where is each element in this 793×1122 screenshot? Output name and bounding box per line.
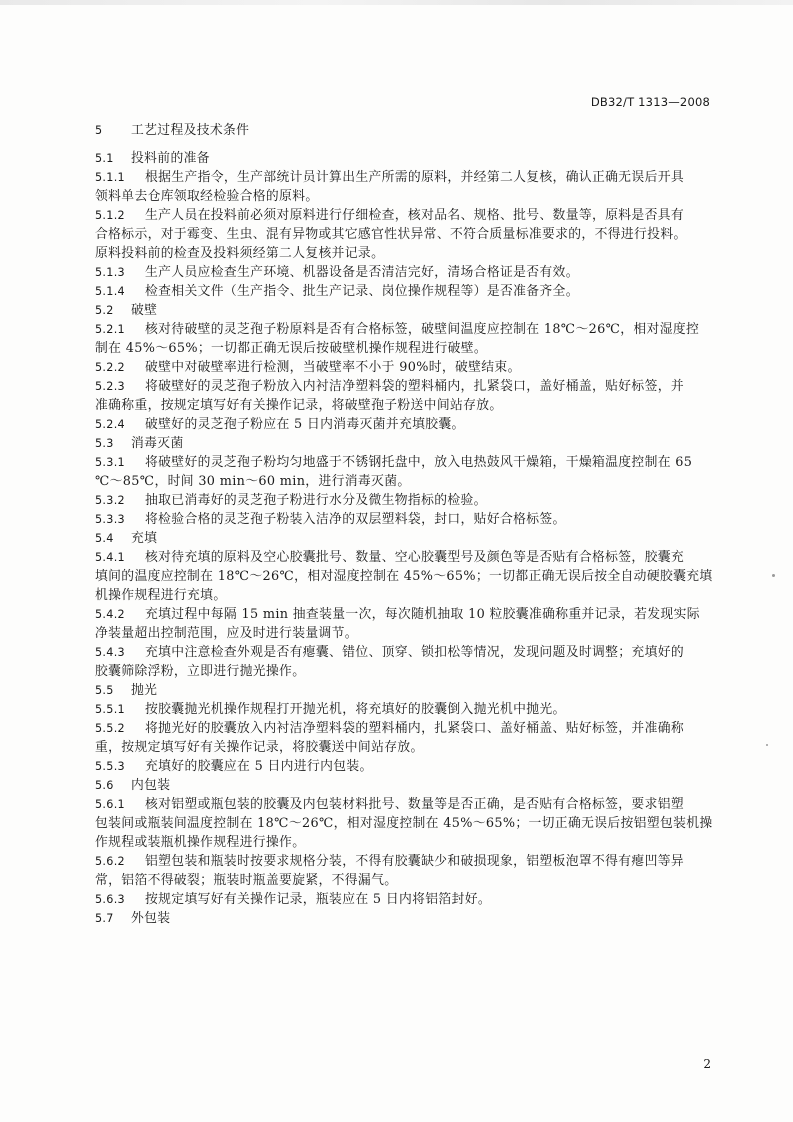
text-line: [95, 624, 710, 643]
clause-text: 领料单去仓库领取经检验合格的原料。: [95, 189, 319, 204]
clause-text: 抛光: [131, 683, 158, 698]
clause-text: 内包装: [131, 778, 171, 793]
clause-number: 5.1.4: [95, 285, 125, 298]
clause-number: 5.2.1: [95, 323, 125, 336]
clause-number: 5.1.1: [95, 171, 125, 184]
clause-text: 净装量超出控制范围，应及时进行装量调节。: [95, 626, 358, 641]
document-code: DB32/T 1313—2008: [590, 95, 710, 109]
clause-number: 5.4.3: [95, 646, 125, 659]
clause-line: [95, 757, 710, 776]
clause-text: 生产人员应检查生产环境、机器设备是否清洁完好，清场合格证是否有效。: [145, 265, 579, 280]
clause-line: [95, 510, 710, 529]
clause-line: [95, 605, 710, 624]
clause-number: 5.5: [95, 684, 114, 697]
clause-text: 消毒灭菌: [131, 436, 184, 451]
clause-line: [95, 548, 710, 567]
text-line: [95, 833, 710, 852]
clause-text: 检查相关文件（生产指令、批生产记录、岗位操作规程等）是否准备齐全。: [145, 284, 579, 299]
clause-line: [95, 643, 710, 662]
clause-line: [95, 121, 710, 140]
clause-line: [95, 377, 710, 396]
clause-number: 5.6.1: [95, 798, 125, 811]
clause-number: 5.1.3: [95, 266, 125, 279]
clause-number: 5.4.2: [95, 608, 125, 621]
clause-number: 5.6.2: [95, 855, 125, 868]
text-line: [95, 738, 710, 757]
text-line: [95, 187, 710, 206]
clause-number: 5.4: [95, 532, 114, 545]
clause-number: 5.5.2: [95, 722, 125, 735]
clause-text: 破壁: [131, 303, 158, 318]
clause-number: 5.1.2: [95, 209, 125, 222]
clause-text: 胶囊筛除浮粉，立即进行抛光操作。: [95, 664, 306, 679]
clause-text: 合格标示，对于霉变、生虫、混有异物或其它感官性状异常、不符合质量标准要求的，不得进行投料。: [95, 227, 687, 242]
clause-line: [95, 301, 710, 320]
clause-line: [95, 453, 710, 472]
text-line: [95, 814, 713, 833]
clause-line: [95, 358, 710, 377]
clause-text: 外包装: [131, 911, 171, 926]
text-line: [95, 396, 710, 415]
clause-text: 按规定填写好有关操作记录，瓶装应在 5 日内将铝箔封好。: [145, 892, 491, 907]
clause-text: 充填: [131, 531, 158, 546]
clause-text: 铝塑包装和瓶装时按要求规格分装，不得有胶囊缺少和破损现象，铝塑板泡罩不得有瘪凹等异: [145, 854, 685, 869]
clause-text: 工艺过程及技术条件: [131, 123, 250, 138]
clause-number: 5.7: [95, 912, 114, 925]
clause-text: 将破壁好的灵芝孢子粉均匀地盛于不锈钢托盘中，放入电热鼓风干燥箱，干燥箱温度控制在 65: [145, 455, 693, 470]
clause-number: 5.2: [95, 304, 114, 317]
clause-number: 5.5.3: [95, 760, 125, 773]
clause-text: 充填过程中每隔 15 min 抽查装量一次，每次随机抽取 10 粒胶囊准确称重并记录，若发现实际: [145, 607, 700, 622]
clause-text: 制在 45%～65%；一切都正确无误后按破壁机操作规程进行破壁。: [95, 341, 488, 356]
paragraph-gap: [95, 140, 710, 149]
clause-text: 将抛光好的胶囊放入内衬洁净塑料袋的塑料桶内，扎紧袋口、盖好桶盖、贴好标签，并准确称: [145, 721, 685, 736]
clause-text: 投料前的准备: [131, 151, 210, 166]
clause-text: 机操作规程进行充填。: [95, 588, 227, 603]
clause-text: 原料投料前的检查及投料须经第二人复核并记录。: [95, 246, 385, 261]
clause-text: 准确称重，按规定填写好有关操作记录，将破壁孢子粉送中间站存放。: [95, 398, 503, 413]
clause-line: [95, 206, 710, 225]
clause-line: [95, 852, 710, 871]
clause-line: [95, 415, 710, 434]
clause-line: [95, 263, 710, 282]
clause-text: 充填中注意检查外观是否有瘪囊、错位、顶穿、锁扣松等情况，发现问题及时调整；充填好的: [145, 645, 685, 660]
clause-text: 核对待破壁的灵芝孢子粉原料是否有合格标签，破壁间温度应控制在 18℃～26℃，相对湿度控: [145, 322, 700, 337]
clause-text: 按胶囊抛光机操作规程打开抛光机，将充填好的胶囊倒入抛光机中抛光。: [145, 702, 566, 717]
clause-number: 5.2.2: [95, 361, 125, 374]
scan-speck: [772, 574, 775, 577]
clause-number: 5.2.4: [95, 418, 125, 431]
clause-number: 5.4.1: [95, 551, 125, 564]
clause-text: 常，铝箔不得破裂；瓶装时瓶盖要旋紧，不得漏气。: [95, 873, 398, 888]
clause-text: 破壁中对破壁率进行检测，当破壁率不小于 90%时，破壁结束。: [145, 360, 521, 375]
text-line: [95, 567, 713, 586]
clause-number: 5.3.3: [95, 513, 125, 526]
clause-line: [95, 795, 710, 814]
clause-text: 抽取已消毒好的灵芝孢子粉进行水分及微生物指标的检验。: [145, 493, 487, 508]
clause-text: 充填好的胶囊应在 5 日内进行内包装。: [145, 759, 373, 774]
clause-text: 核对待充填的原料及空心胶囊批号、数量、空心胶囊型号及颜色等是否贴有合格标签，胶囊充: [145, 550, 685, 565]
clause-text: 重，按规定填写好有关操作记录，将胶囊送中间站存放。: [95, 740, 424, 755]
clause-text: 将检验合格的灵芝孢子粉装入洁净的双层塑料袋，封口，贴好合格标签。: [145, 512, 566, 527]
clause-line: [95, 700, 710, 719]
clause-number: 5.3.1: [95, 456, 125, 469]
clause-line: [95, 320, 710, 339]
text-line: [95, 586, 710, 605]
clause-line: [95, 776, 710, 795]
clause-text: ℃～85℃，时间 30 min～60 min，进行消毒灭菌。: [95, 474, 411, 489]
text-line: [95, 871, 710, 890]
clause-line: [95, 909, 710, 928]
clause-line: [95, 282, 710, 301]
clause-line: [95, 890, 710, 909]
text-line: [95, 472, 710, 491]
clause-text: 作规程或装瓶机操作规程进行操作。: [95, 835, 306, 850]
scan-speck: [766, 744, 768, 746]
clause-line: [95, 168, 710, 187]
clause-text: 生产人员在投料前必须对原料进行仔细检查，核对品名、规格、批号、数量等，原料是否具有: [145, 208, 685, 223]
clause-text: 将破壁好的灵芝孢子粉放入内衬洁净塑料袋的塑料桶内，扎紧袋口，盖好桶盖，贴好标签，并: [145, 379, 685, 394]
text-line: [95, 339, 710, 358]
clause-number: 5.5.1: [95, 703, 125, 716]
page-number: 2: [703, 1057, 711, 1071]
clause-number: 5: [95, 124, 103, 137]
clause-line: [95, 491, 710, 510]
clause-text: 核对铝塑或瓶包装的胶囊及内包装材料批号、数量等是否正确，是否贴有合格标签，要求铝塑: [145, 797, 685, 812]
text-line: [95, 662, 710, 681]
clause-number: 5.1: [95, 152, 114, 165]
clause-line: [95, 434, 710, 453]
clause-line: [95, 681, 710, 700]
clause-number: 5.6: [95, 779, 114, 792]
clause-line: [95, 719, 710, 738]
page-content: [95, 121, 713, 928]
clause-text: 填间的温度应控制在 18℃～26℃，相对湿度控制在 45%～65%；一切都正确无误后按全自动硬胶囊充填: [95, 569, 713, 584]
clause-number: 5.6.3: [95, 893, 125, 906]
text-line: [95, 244, 710, 263]
clause-line: [95, 529, 710, 548]
clause-text: 包装间或瓶装间温度控制在 18℃～26℃，相对湿度控制在 45%～65%；一切正确无误后按铝塑包装机操: [95, 816, 713, 831]
clause-number: 5.3: [95, 437, 114, 450]
clause-text: 破壁好的灵芝孢子粉应在 5 日内消毒灭菌并充填胶囊。: [145, 417, 465, 432]
text-line: [95, 225, 710, 244]
clause-number: 5.3.2: [95, 494, 125, 507]
clause-number: 5.2.3: [95, 380, 125, 393]
scan-edge: [0, 0, 793, 5]
clause-line: [95, 149, 710, 168]
clause-text: 根据生产指令，生产部统计员计算出生产所需的原料，并经第二人复核，确认正确无误后开具: [145, 170, 685, 185]
